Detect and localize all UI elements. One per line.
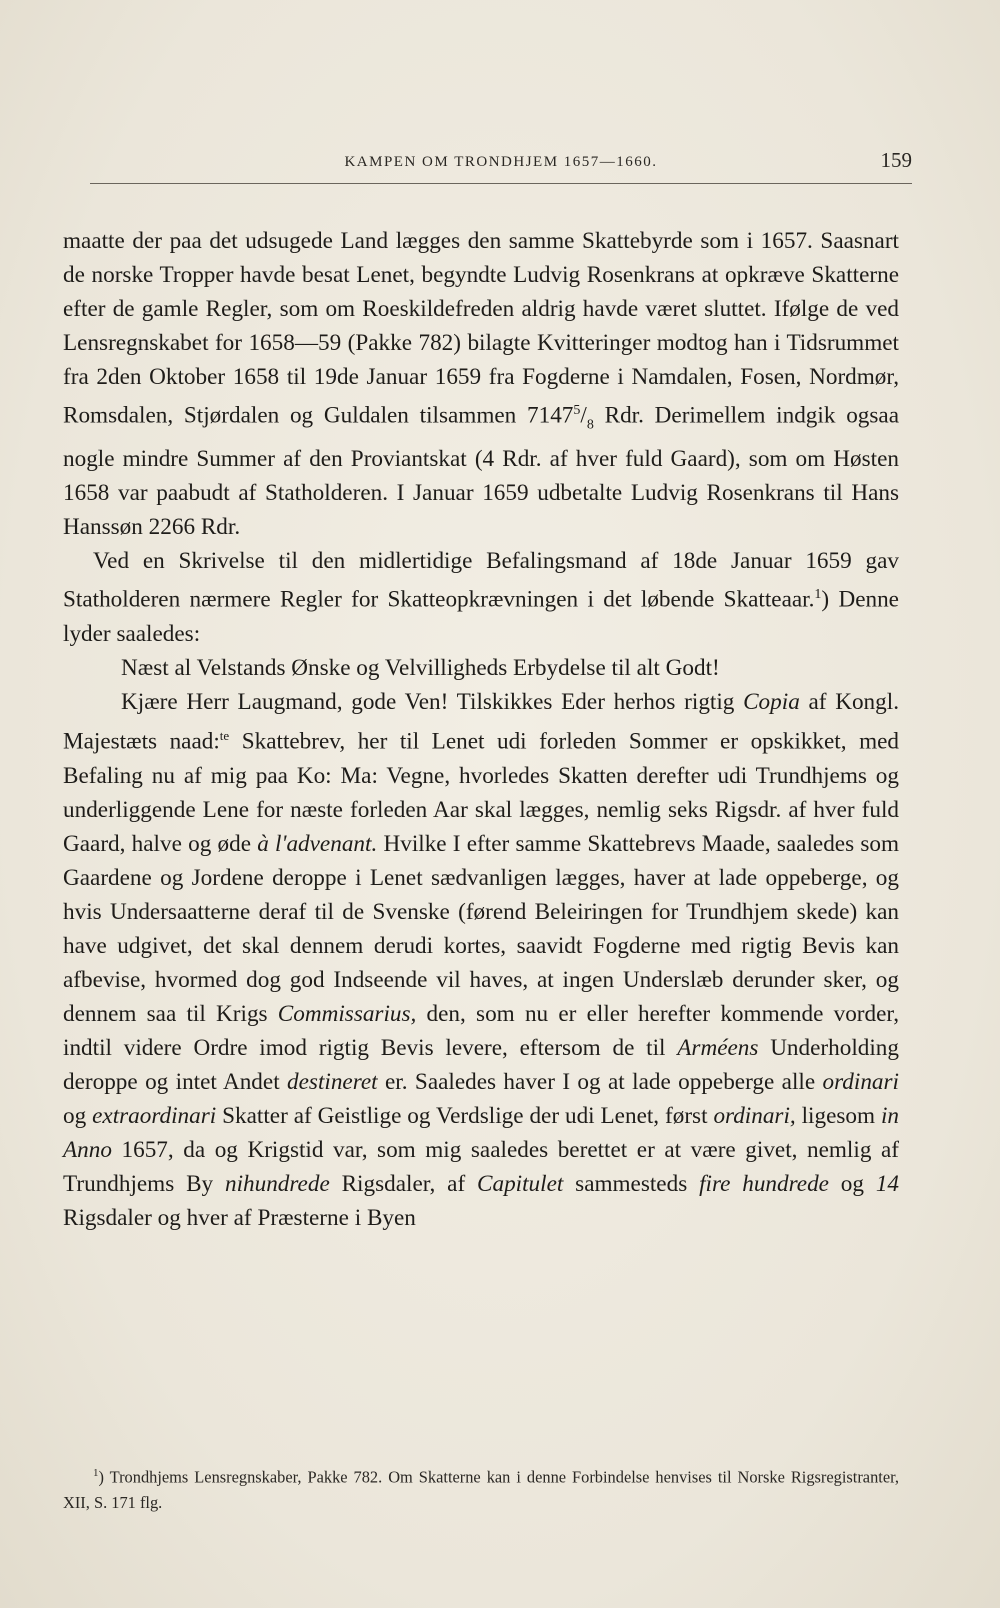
italic-term: fire hundrede [699, 1170, 829, 1197]
fraction-denominator: 8 [586, 417, 594, 433]
paragraph-2 [63, 544, 899, 651]
footnote-reference: 1 [814, 587, 822, 603]
text-run: maatte der paa det udsugede Land lægges den samme Skattebyrde som i 1657. Saasnart de norske Tropper havde besat Lenet, begyndte Ludvig Rosenkrans at opkræve Skatterne efter de gamle Regler, som om Roeskildefreden aldrig havde været sluttet. Ifølge de ved Lensregnskabet for 1658—59 (Pakke 782) bilagte Kvitteringer modtog han i Tidsrummet fra 2den Oktober 1658 til 19de Januar 1659 fra Fogderne i Namdalen, Fosen, Nordmør, Romsdalen, Stjørdalen og Guldalen tilsammen 7147 [63, 228, 899, 429]
body-text [63, 224, 899, 1235]
page-header [90, 148, 912, 184]
italic-term: Arméens [677, 1034, 759, 1061]
text-run: ligesom [795, 1102, 881, 1129]
text-run: Skattebrev, her til Lenet udi forleden Sommer er opskikket, med Befaling nu af mig paa Ko: Ma: Vegne, hvorledes Skatten derefter udi Trundhjems og underliggende Lene for næste forleden Aar skal lægges, nemlig seks Rigsdr. af hver fuld Gaard, halve og øde [63, 728, 899, 857]
text-run: og [63, 1102, 93, 1129]
italic-term: Capitulet [477, 1170, 564, 1197]
footnote-mark: 1 [93, 1467, 99, 1479]
text-run: Kjære Herr Laugmand, gode Ven! Tilskikkes Eder herhos rigtig [121, 689, 744, 716]
text-run: Skatter af Geistlige og Verdslige der udi Lenet, først [216, 1102, 714, 1129]
quote-letter [63, 685, 899, 1235]
italic-term: à l'advenant. [257, 830, 378, 857]
header-rule [90, 183, 912, 184]
italic-term: ordinari, [713, 1102, 796, 1129]
running-head: KAMPEN OM TRONDHJEM 1657—1660. [344, 154, 658, 170]
footnote [63, 1460, 899, 1516]
text-run: Ved en Skrivelse til den midlertidige Befalingsmand af 18de Januar 1659 gav Statholderen nærmere Regler for Skatteopkrævningen i det løbende Skatteaar. [63, 548, 899, 614]
text-run: af Kongl. Majestæts naad: [63, 689, 899, 755]
text-run: Hvilke I efter samme Skattebrevs Maade, saaledes som Gaardene og Jordene deroppe i Lenet sædvanligen lægges, haver at lade oppeberge, og hvis Undersaatterne deraf til de Svenske (førend Beleiringen for Trundhjem skede) kan have udgivet, det skal dennem derudi kortes, saavidt Fogderne med rigtig Bevis kan afbevise, hvormed dog god Indseende vil haves, at ingen Underslæb derunder sker, og dennem saa til Krigs [63, 830, 899, 1027]
fraction-numerator: 5 [573, 403, 581, 418]
paragraph-1: maatte der paa det udsugede Land lægges den samme Skattebyrde som i 1657. Saasnart de norske Tropper havde besat Lenet, begyndte Ludvig Rosenkrans at opkræve Skatterne efter de gamle Regler, som om Roeskildefreden aldrig havde været sluttet. Ifølge de ved Lensregnskabet for 1658—59 (Pakke 782) bilagte Kvitteringer modtog han i Tidsrummet fra 2den Oktober 1658 til 19de Januar 1659 fra Fogderne i Namdalen, Fosen, Nordmør, Romsdalen, Stjørdalen og Guldalen tilsammen $7147^5/_8$ Rdr. Derimellem indgik ogsaa nogle mindre Summer af den Proviantskat (4 Rdr. af hver fuld Gaard), som om Høsten 1658 var paabudt af Statholderen. I Januar 1659 udbetalte Ludvig Rosenkrans til Hans Hanssøn 2266 Rdr. [63, 228, 899, 541]
text-run: Underholding deroppe og intet Andet [63, 1034, 899, 1095]
italic-term: Copia [743, 689, 800, 716]
quote-salutation: Næst al Velstands Ønske og Velvilligheds Erbydelse til alt Godt! [121, 655, 720, 682]
italic-term: ordinari [822, 1068, 899, 1095]
text-run: Rigsdaler, af [329, 1170, 478, 1197]
text-run: ) Trondhjems Lensregnskaber, Pakke 782. Om Skatterne kan i denne Forbindelse henvises til Norske Rigsregistranter, XII, S. 171 flg. [63, 1467, 899, 1513]
text-run: den, som nu er eller herefter kommende vorder, indtil videre Ordre imod rigtig Bevis levere, eftersom de til [63, 1000, 899, 1061]
italic-term: nihundrede [224, 1170, 330, 1197]
footnote-text [63, 1460, 899, 1516]
superscript-abbrev: te [219, 728, 230, 744]
text-run: Rigsdaler og hver af Præsterne i Byen [63, 1204, 416, 1231]
text-run: ) Denne lyder saaledes: [63, 587, 899, 648]
italic-term: destineret [287, 1068, 378, 1095]
italic-term: in Anno [63, 1102, 899, 1163]
italic-term: Commissarius, [277, 1000, 417, 1027]
italic-term: extraordinari [92, 1102, 217, 1129]
text-run: sammesteds [563, 1170, 700, 1197]
page-number: 159 [880, 148, 912, 172]
text-run: og [828, 1170, 876, 1197]
text-run: er. Saaledes haver I og at lade oppeberge alle [377, 1068, 823, 1095]
text-run: 1657, da og Krigstid var, som mig saaledes berettet er at være givet, nemlig af Trundhjems By [63, 1136, 899, 1197]
text-run: Rdr. Derimellem indgik ogsaa nogle mindre Summer af den Proviantskat (4 Rdr. af hver fuld Gaard), som om Høsten 1658 var paabudt af Statholderen. I Januar 1659 udbetalte Ludvig Rosenkrans til Hans Hanssøn 2266 Rdr. [63, 402, 899, 541]
italic-term: 14 [875, 1170, 899, 1197]
